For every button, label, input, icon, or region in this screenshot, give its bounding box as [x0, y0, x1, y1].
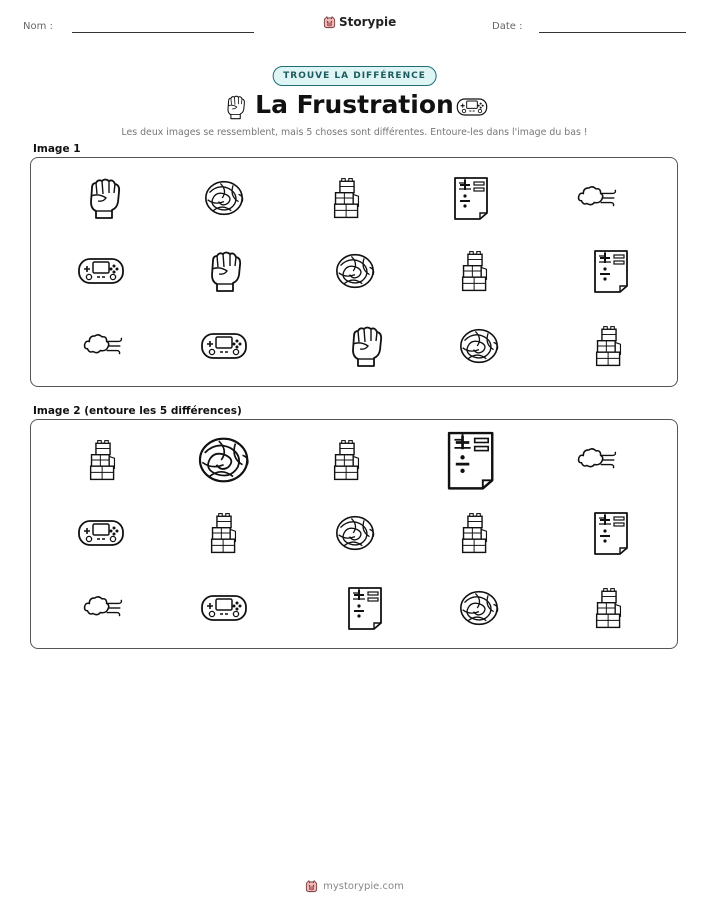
gamepad-icon[interactable] — [200, 592, 248, 624]
blocks-icon — [332, 176, 362, 220]
math-sheet-icon[interactable] — [445, 429, 496, 491]
gamepad-icon[interactable] — [77, 517, 125, 549]
gamepad-icon — [456, 93, 488, 121]
yarn-icon[interactable] — [333, 513, 377, 553]
brand-name: Storypie — [339, 15, 397, 29]
date-field-line[interactable] — [539, 32, 686, 33]
wind-icon[interactable] — [576, 444, 618, 476]
yarn-icon — [457, 326, 501, 366]
page-title: La Frustration — [255, 90, 454, 119]
image1-frame — [30, 157, 678, 387]
yarn-icon[interactable] — [195, 434, 252, 486]
math-sheet-icon[interactable] — [592, 510, 630, 556]
image1-label: Image 1 — [33, 143, 81, 155]
footer-url[interactable]: mystorypie.com — [323, 881, 404, 892]
date-label: Date : — [492, 21, 523, 32]
blocks-icon[interactable] — [460, 511, 490, 555]
instructions: Les deux images se ressemblent, mais 5 choses sont différentes. Entoure-les dans l'image du bas ! — [121, 127, 588, 138]
name-field-line[interactable] — [72, 32, 254, 33]
gamepad-icon — [200, 330, 248, 362]
yarn-icon — [333, 251, 377, 291]
wind-icon — [576, 182, 618, 214]
fist-icon — [345, 322, 385, 370]
name-label: Nom : — [23, 21, 53, 32]
math-sheet-icon — [452, 175, 490, 221]
pig-logo-icon — [323, 16, 336, 29]
blocks-icon — [594, 324, 624, 368]
blocks-icon — [460, 249, 490, 293]
fist-icon — [204, 247, 244, 295]
pig-logo-icon — [305, 880, 318, 893]
gamepad-icon — [77, 255, 125, 287]
wind-icon[interactable] — [82, 592, 124, 624]
wind-icon — [82, 330, 124, 362]
blocks-icon[interactable] — [88, 438, 118, 482]
footer — [0, 880, 709, 893]
math-sheet-icon — [592, 248, 630, 294]
math-sheet-icon[interactable] — [346, 585, 384, 631]
image2-frame[interactable] — [30, 419, 678, 649]
yarn-icon — [202, 178, 246, 218]
brand-logo — [323, 15, 396, 29]
image2-label: Image 2 (entoure les 5 différences) — [33, 405, 242, 417]
yarn-icon[interactable] — [457, 588, 501, 628]
blocks-icon[interactable] — [332, 438, 362, 482]
blocks-icon[interactable] — [594, 586, 624, 630]
worksheet-type-badge: TROUVE LA DIFFÉRENCE — [272, 66, 437, 86]
blocks-icon[interactable] — [209, 511, 239, 555]
fist-icon — [83, 174, 123, 222]
